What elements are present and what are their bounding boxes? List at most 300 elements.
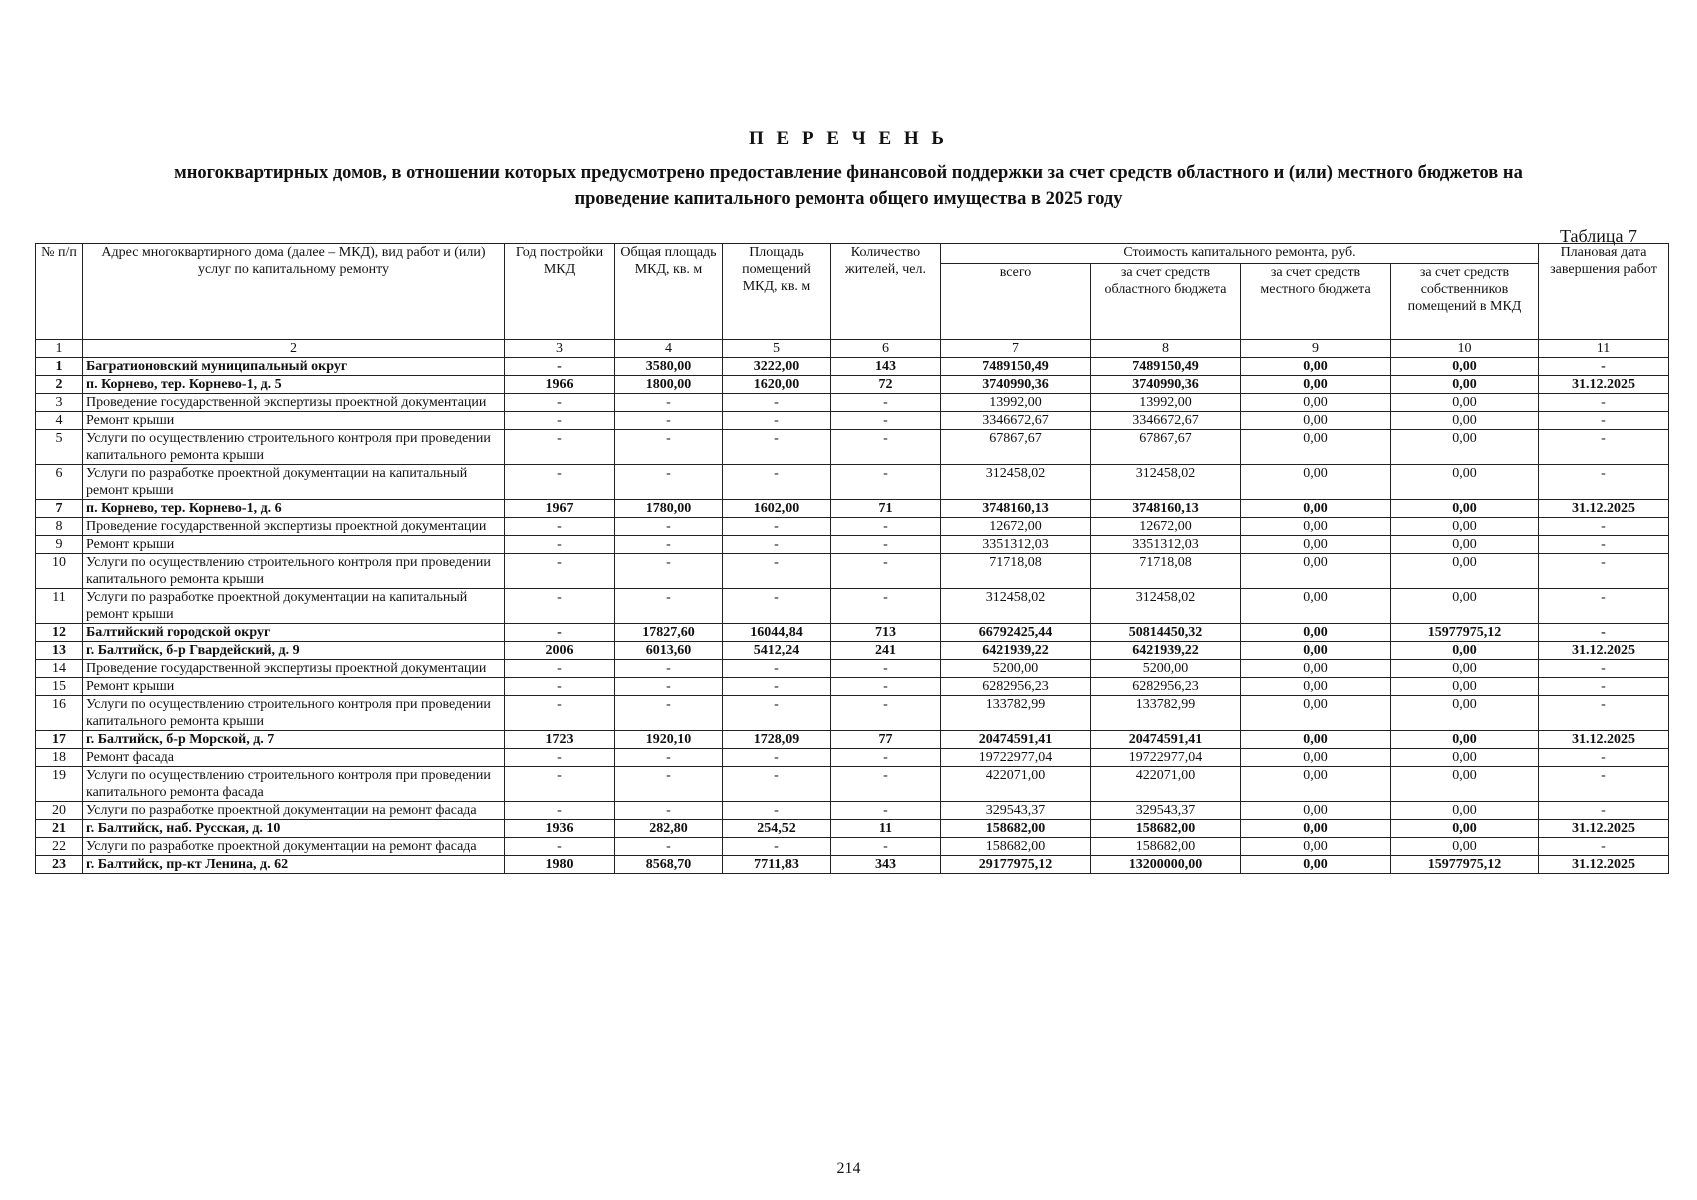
col-number: 8 [1091, 340, 1241, 358]
row-name: Услуги по осуществлению строительного контроля при проведении капитального ремонта крыши [83, 696, 505, 731]
row-date: - [1539, 518, 1669, 536]
row-total: 422071,00 [941, 767, 1091, 802]
row-residents: - [831, 536, 941, 554]
row-year: - [505, 802, 615, 820]
row-date: 31.12.2025 [1539, 376, 1669, 394]
row-regional: 20474591,41 [1091, 731, 1241, 749]
row-number: 14 [36, 660, 83, 678]
row-name: п. Корнево, тер. Корнево-1, д. 6 [83, 500, 505, 518]
row-date: 31.12.2025 [1539, 642, 1669, 660]
row-premises: - [723, 696, 831, 731]
row-residents: - [831, 767, 941, 802]
row-area: - [615, 838, 723, 856]
row-residents: - [831, 412, 941, 430]
row-local: 0,00 [1241, 624, 1391, 642]
row-owners: 0,00 [1391, 536, 1539, 554]
row-residents: 143 [831, 358, 941, 376]
row-owners: 0,00 [1391, 518, 1539, 536]
row-residents: - [831, 660, 941, 678]
row-regional: 12672,00 [1091, 518, 1241, 536]
row-number: 7 [36, 500, 83, 518]
row-regional: 158682,00 [1091, 838, 1241, 856]
table-row [36, 394, 1669, 412]
row-owners: 0,00 [1391, 642, 1539, 660]
row-owners: 15977975,12 [1391, 624, 1539, 642]
row-year: - [505, 554, 615, 589]
row-local: 0,00 [1241, 856, 1391, 874]
row-date: - [1539, 838, 1669, 856]
row-premises: - [723, 838, 831, 856]
row-area: - [615, 678, 723, 696]
row-local: 0,00 [1241, 430, 1391, 465]
table-row [36, 767, 1669, 802]
row-regional: 13200000,00 [1091, 856, 1241, 874]
row-total: 158682,00 [941, 838, 1091, 856]
row-number: 22 [36, 838, 83, 856]
row-name: Ремонт крыши [83, 536, 505, 554]
row-name: Услуги по разработке проектной документации на ремонт фасада [83, 802, 505, 820]
row-local: 0,00 [1241, 660, 1391, 678]
row-area: - [615, 749, 723, 767]
row-residents: - [831, 678, 941, 696]
row-name: Услуги по разработке проектной документации на капитальный ремонт крыши [83, 465, 505, 500]
table-row [36, 660, 1669, 678]
row-area: - [615, 412, 723, 430]
row-owners: 0,00 [1391, 465, 1539, 500]
row-number: 8 [36, 518, 83, 536]
row-date: - [1539, 802, 1669, 820]
row-residents: - [831, 696, 941, 731]
row-premises: - [723, 678, 831, 696]
row-regional: 13992,00 [1091, 394, 1241, 412]
row-residents: 713 [831, 624, 941, 642]
row-residents: 11 [831, 820, 941, 838]
row-local: 0,00 [1241, 554, 1391, 589]
row-owners: 0,00 [1391, 500, 1539, 518]
row-name: Проведение государственной экспертизы проектной документации [83, 518, 505, 536]
row-total: 20474591,41 [941, 731, 1091, 749]
row-area: - [615, 802, 723, 820]
row-name: Ремонт крыши [83, 678, 505, 696]
row-date: - [1539, 465, 1669, 500]
row-local: 0,00 [1241, 678, 1391, 696]
table-row [36, 696, 1669, 731]
row-regional: 158682,00 [1091, 820, 1241, 838]
row-year: - [505, 767, 615, 802]
header-premises: Площадь помещений МКД, кв. м [723, 244, 831, 340]
row-total: 19722977,04 [941, 749, 1091, 767]
row-total: 329543,37 [941, 802, 1091, 820]
row-number: 5 [36, 430, 83, 465]
row-date: - [1539, 678, 1669, 696]
row-area: 6013,60 [615, 642, 723, 660]
row-premises: - [723, 465, 831, 500]
row-name: Ремонт крыши [83, 412, 505, 430]
row-regional: 3346672,67 [1091, 412, 1241, 430]
row-premises: - [723, 394, 831, 412]
row-year: - [505, 518, 615, 536]
row-regional: 312458,02 [1091, 589, 1241, 624]
row-regional: 312458,02 [1091, 465, 1241, 500]
row-name: п. Корнево, тер. Корнево-1, д. 5 [83, 376, 505, 394]
row-total: 312458,02 [941, 465, 1091, 500]
row-total: 71718,08 [941, 554, 1091, 589]
table-row [36, 820, 1669, 838]
col-number: 2 [83, 340, 505, 358]
row-year: - [505, 430, 615, 465]
row-year: - [505, 589, 615, 624]
table-row [36, 430, 1669, 465]
row-regional: 71718,08 [1091, 554, 1241, 589]
header-n: № п/п [36, 244, 83, 340]
row-regional: 3748160,13 [1091, 500, 1241, 518]
row-local: 0,00 [1241, 642, 1391, 660]
row-total: 3351312,03 [941, 536, 1091, 554]
row-local: 0,00 [1241, 838, 1391, 856]
row-number: 20 [36, 802, 83, 820]
row-premises: - [723, 749, 831, 767]
row-owners: 0,00 [1391, 376, 1539, 394]
table-row [36, 500, 1669, 518]
row-local: 0,00 [1241, 500, 1391, 518]
table-row [36, 802, 1669, 820]
col-number: 5 [723, 340, 831, 358]
row-residents: - [831, 430, 941, 465]
row-year: - [505, 465, 615, 500]
row-total: 12672,00 [941, 518, 1091, 536]
row-regional: 5200,00 [1091, 660, 1241, 678]
row-number: 12 [36, 624, 83, 642]
row-owners: 0,00 [1391, 430, 1539, 465]
row-residents: - [831, 589, 941, 624]
row-number: 10 [36, 554, 83, 589]
row-name: Проведение государственной экспертизы проектной документации [83, 660, 505, 678]
header-year: Год постройки МКД [505, 244, 615, 340]
row-name: г. Балтийск, б-р Морской, д. 7 [83, 731, 505, 749]
row-date: 31.12.2025 [1539, 731, 1669, 749]
row-number: 15 [36, 678, 83, 696]
row-year: - [505, 394, 615, 412]
row-name: г. Балтийск, б-р Гвардейский, д. 9 [83, 642, 505, 660]
row-area: - [615, 465, 723, 500]
row-premises: - [723, 518, 831, 536]
row-total: 133782,99 [941, 696, 1091, 731]
col-number: 10 [1391, 340, 1539, 358]
header-owners: за счет средств собственников помещений в МКД [1391, 264, 1539, 340]
row-total: 6282956,23 [941, 678, 1091, 696]
row-local: 0,00 [1241, 412, 1391, 430]
row-year: 1723 [505, 731, 615, 749]
row-name: г. Балтийск, пр-кт Ленина, д. 62 [83, 856, 505, 874]
row-area: - [615, 394, 723, 412]
row-owners: 0,00 [1391, 358, 1539, 376]
row-year: - [505, 749, 615, 767]
row-regional: 67867,67 [1091, 430, 1241, 465]
table-row [36, 678, 1669, 696]
row-owners: 0,00 [1391, 678, 1539, 696]
col-number: 3 [505, 340, 615, 358]
row-local: 0,00 [1241, 394, 1391, 412]
row-area: - [615, 589, 723, 624]
row-date: - [1539, 394, 1669, 412]
row-residents: - [831, 518, 941, 536]
row-year: - [505, 678, 615, 696]
row-date: - [1539, 358, 1669, 376]
row-regional: 7489150,49 [1091, 358, 1241, 376]
row-local: 0,00 [1241, 518, 1391, 536]
row-total: 66792425,44 [941, 624, 1091, 642]
row-year: - [505, 412, 615, 430]
table-row [36, 376, 1669, 394]
row-regional: 50814450,32 [1091, 624, 1241, 642]
row-owners: 0,00 [1391, 802, 1539, 820]
row-residents: 343 [831, 856, 941, 874]
row-area: - [615, 696, 723, 731]
row-area: - [615, 660, 723, 678]
row-year: - [505, 696, 615, 731]
document-title: П Е Р Е Ч Е Н Ь [749, 128, 948, 149]
row-total: 158682,00 [941, 820, 1091, 838]
row-local: 0,00 [1241, 820, 1391, 838]
row-area: 1800,00 [615, 376, 723, 394]
page-number: 214 [836, 1160, 861, 1177]
row-regional: 3351312,03 [1091, 536, 1241, 554]
header-local: за счет средств местного бюджета [1241, 264, 1391, 340]
row-name: Услуги по осуществлению строительного контроля при проведении капитального ремонта крыши [83, 430, 505, 465]
row-regional: 6282956,23 [1091, 678, 1241, 696]
row-total: 7489150,49 [941, 358, 1091, 376]
table-row [36, 412, 1669, 430]
row-number: 6 [36, 465, 83, 500]
table-row [36, 749, 1669, 767]
row-area: 1920,10 [615, 731, 723, 749]
col-number: 6 [831, 340, 941, 358]
row-owners: 0,00 [1391, 820, 1539, 838]
row-premises: 16044,84 [723, 624, 831, 642]
col-number: 1 [36, 340, 83, 358]
row-premises: - [723, 589, 831, 624]
row-premises: - [723, 802, 831, 820]
row-year: - [505, 536, 615, 554]
row-residents: - [831, 838, 941, 856]
row-date: - [1539, 696, 1669, 731]
table-row [36, 731, 1669, 749]
table-row [36, 465, 1669, 500]
row-owners: 0,00 [1391, 589, 1539, 624]
row-total: 3748160,13 [941, 500, 1091, 518]
row-name: Услуги по разработке проектной документации на капитальный ремонт крыши [83, 589, 505, 624]
row-area: 3580,00 [615, 358, 723, 376]
row-date: 31.12.2025 [1539, 500, 1669, 518]
row-area: 17827,60 [615, 624, 723, 642]
row-number: 11 [36, 589, 83, 624]
row-residents: - [831, 465, 941, 500]
row-year: 1967 [505, 500, 615, 518]
row-premises: - [723, 536, 831, 554]
row-premises: - [723, 430, 831, 465]
row-number: 3 [36, 394, 83, 412]
row-total: 3346672,67 [941, 412, 1091, 430]
row-year: 1966 [505, 376, 615, 394]
row-year: 1980 [505, 856, 615, 874]
row-year: - [505, 838, 615, 856]
row-residents: 241 [831, 642, 941, 660]
row-residents: - [831, 554, 941, 589]
col-number: 4 [615, 340, 723, 358]
row-premises: 254,52 [723, 820, 831, 838]
row-owners: 0,00 [1391, 412, 1539, 430]
row-local: 0,00 [1241, 731, 1391, 749]
row-area: - [615, 518, 723, 536]
row-name: Услуги по осуществлению строительного контроля при проведении капитального ремонта крыши [83, 554, 505, 589]
row-local: 0,00 [1241, 465, 1391, 500]
row-area: - [615, 536, 723, 554]
table-row [36, 856, 1669, 874]
row-premises: - [723, 767, 831, 802]
table-row [36, 838, 1669, 856]
row-number: 9 [36, 536, 83, 554]
row-owners: 0,00 [1391, 696, 1539, 731]
row-regional: 329543,37 [1091, 802, 1241, 820]
row-premises: 5412,24 [723, 642, 831, 660]
row-regional: 422071,00 [1091, 767, 1241, 802]
column-number-row [36, 340, 1669, 358]
row-premises: 7711,83 [723, 856, 831, 874]
row-premises: - [723, 554, 831, 589]
row-date: - [1539, 767, 1669, 802]
row-date: - [1539, 660, 1669, 678]
row-residents: 77 [831, 731, 941, 749]
row-total: 67867,67 [941, 430, 1091, 465]
row-local: 0,00 [1241, 767, 1391, 802]
row-local: 0,00 [1241, 696, 1391, 731]
row-date: - [1539, 554, 1669, 589]
row-year: - [505, 358, 615, 376]
row-date: - [1539, 430, 1669, 465]
header-total: всего [941, 264, 1091, 340]
row-number: 18 [36, 749, 83, 767]
row-number: 19 [36, 767, 83, 802]
row-number: 17 [36, 731, 83, 749]
row-date: - [1539, 749, 1669, 767]
row-year: 2006 [505, 642, 615, 660]
table-label: Таблица 7 [1560, 226, 1637, 246]
row-date: - [1539, 589, 1669, 624]
table-row [36, 624, 1669, 642]
row-premises: - [723, 412, 831, 430]
row-number: 1 [36, 358, 83, 376]
row-area: 1780,00 [615, 500, 723, 518]
row-name: Услуги по осуществлению строительного контроля при проведении капитального ремонта фасада [83, 767, 505, 802]
row-number: 13 [36, 642, 83, 660]
header-cost: Стоимость капитального ремонта, руб. [941, 244, 1539, 264]
row-owners: 0,00 [1391, 838, 1539, 856]
row-name: Багратионовский муниципальный округ [83, 358, 505, 376]
row-area: - [615, 554, 723, 589]
row-premises: 1620,00 [723, 376, 831, 394]
row-number: 2 [36, 376, 83, 394]
header-address: Адрес многоквартирного дома (далее – МКД), вид работ и (или) услуг по капитальному ремонту [83, 244, 505, 340]
row-date: 31.12.2025 [1539, 856, 1669, 874]
row-total: 13992,00 [941, 394, 1091, 412]
col-number: 9 [1241, 340, 1391, 358]
row-regional: 3740990,36 [1091, 376, 1241, 394]
col-number: 11 [1539, 340, 1669, 358]
row-total: 312458,02 [941, 589, 1091, 624]
table-row [36, 518, 1669, 536]
row-area: 8568,70 [615, 856, 723, 874]
row-number: 4 [36, 412, 83, 430]
header-date: Плановая дата завершения работ [1539, 244, 1669, 340]
row-name: Балтийский городской округ [83, 624, 505, 642]
row-year: 1936 [505, 820, 615, 838]
table-row [36, 536, 1669, 554]
houses-table [35, 243, 1669, 874]
row-residents: - [831, 394, 941, 412]
row-owners: 0,00 [1391, 731, 1539, 749]
row-name: Ремонт фасада [83, 749, 505, 767]
row-name: г. Балтийск, наб. Русская, д. 10 [83, 820, 505, 838]
row-owners: 15977975,12 [1391, 856, 1539, 874]
row-number: 16 [36, 696, 83, 731]
row-total: 3740990,36 [941, 376, 1091, 394]
row-local: 0,00 [1241, 358, 1391, 376]
row-date: - [1539, 624, 1669, 642]
table-row [36, 554, 1669, 589]
row-name: Проведение государственной экспертизы проектной документации [83, 394, 505, 412]
row-premises: 1728,09 [723, 731, 831, 749]
row-area: - [615, 430, 723, 465]
row-local: 0,00 [1241, 802, 1391, 820]
row-local: 0,00 [1241, 589, 1391, 624]
row-date: - [1539, 536, 1669, 554]
col-number: 7 [941, 340, 1091, 358]
row-local: 0,00 [1241, 536, 1391, 554]
document-subtitle: многоквартирных домов, в отношении которых предусмотрено предоставление финансовой поддержки за счет средств областного и (или) местного бюджетов на проведение капитального ремонта общего имущества в 2025 году [174, 163, 1523, 209]
row-local: 0,00 [1241, 749, 1391, 767]
row-area: 282,80 [615, 820, 723, 838]
row-regional: 19722977,04 [1091, 749, 1241, 767]
row-number: 21 [36, 820, 83, 838]
row-regional: 133782,99 [1091, 696, 1241, 731]
row-premises: 1602,00 [723, 500, 831, 518]
row-owners: 0,00 [1391, 749, 1539, 767]
row-residents: 72 [831, 376, 941, 394]
row-total: 6421939,22 [941, 642, 1091, 660]
table-row [36, 358, 1669, 376]
row-year: - [505, 624, 615, 642]
row-local: 0,00 [1241, 376, 1391, 394]
row-total: 29177975,12 [941, 856, 1091, 874]
row-owners: 0,00 [1391, 554, 1539, 589]
table-body [36, 358, 1669, 874]
row-residents: - [831, 802, 941, 820]
row-owners: 0,00 [1391, 394, 1539, 412]
header-regional: за счет средств областного бюджета [1091, 264, 1241, 340]
row-total: 5200,00 [941, 660, 1091, 678]
row-area: - [615, 767, 723, 802]
table-row [36, 642, 1669, 660]
header-area: Общая площадь МКД, кв. м [615, 244, 723, 340]
row-owners: 0,00 [1391, 660, 1539, 678]
row-owners: 0,00 [1391, 767, 1539, 802]
row-residents: 71 [831, 500, 941, 518]
row-residents: - [831, 749, 941, 767]
row-premises: - [723, 660, 831, 678]
table-row [36, 589, 1669, 624]
row-date: 31.12.2025 [1539, 820, 1669, 838]
row-number: 23 [36, 856, 83, 874]
